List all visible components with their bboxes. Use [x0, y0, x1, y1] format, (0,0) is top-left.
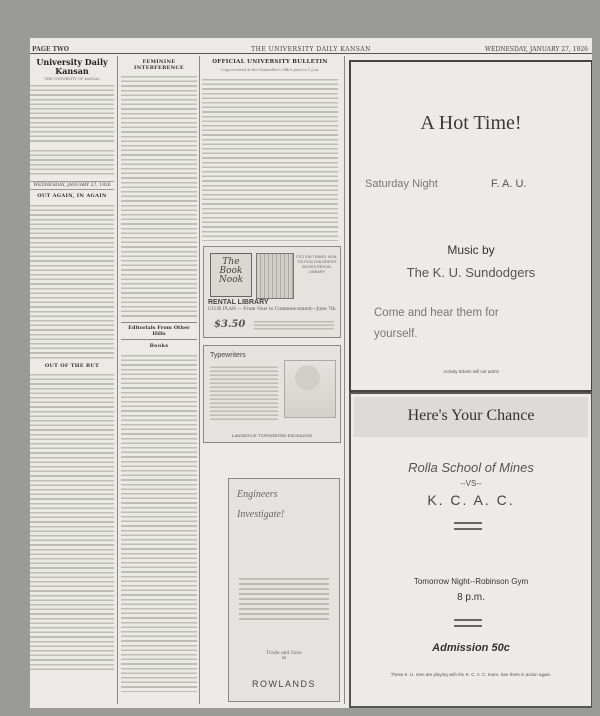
page-number: PAGE TWO	[32, 46, 69, 53]
activity-note: Activity tickets will not admit	[443, 369, 499, 374]
engineers-line2: Investigate!	[237, 509, 285, 520]
article-body	[30, 202, 114, 360]
bookshelf-image	[256, 253, 294, 299]
engineers-trade: Trade and Save at	[266, 651, 302, 661]
headline-out-of-rut: OUT OF THE RUT	[44, 362, 100, 369]
book-nook-ad	[203, 246, 341, 338]
band-name: The K. U. Sundodgers	[406, 265, 536, 280]
page-date: WEDNESDAY, JANUARY 27, 1926	[484, 46, 588, 53]
title-band	[354, 397, 588, 437]
newspaper-page	[30, 38, 592, 708]
article-body	[121, 352, 197, 692]
engineers-ad	[228, 478, 340, 702]
game-location: Tomorrow Night--Robinson Gym	[413, 577, 529, 586]
typist-illustration	[284, 360, 336, 418]
basketball-ad	[349, 392, 592, 708]
page-header	[30, 44, 592, 56]
versus: --VS--	[460, 479, 482, 488]
team-kcac: K. C. A. C.	[427, 492, 515, 508]
headline-out-again: OUT AGAIN, IN AGAIN	[37, 193, 107, 200]
saturday-night: Saturday Night	[365, 178, 438, 190]
engineers-line1: Engineers	[237, 489, 278, 500]
masthead: University Daily Kansan	[36, 57, 108, 76]
editorial-dateline: WEDNESDAY, JANUARY 27, 1926	[30, 181, 114, 191]
music-by: Music by	[447, 243, 495, 257]
bulletin-subtitle: Copy received at the Chancellor's Office prior to 5 p.m.	[220, 67, 320, 72]
book-nook-logo: The Book Nook	[210, 253, 252, 297]
column-divider	[199, 56, 200, 704]
chance-title: Here's Your Chance	[407, 407, 535, 424]
column-editorial	[30, 56, 114, 674]
typewriter-title: Typewriters	[210, 352, 246, 359]
header-rule	[30, 53, 592, 54]
typewriter-store: LAWRENCE TYPEWRITER EXCHANGE	[231, 433, 313, 438]
hot-time-title: A Hot Time!	[420, 112, 522, 134]
game-time: 8 p.m.	[457, 592, 485, 603]
divider-dash	[454, 528, 482, 530]
team-rolla: Rolla School of Mines	[408, 460, 534, 475]
article-body	[121, 73, 197, 318]
column-bulletin	[202, 56, 338, 244]
bulletin-body	[202, 76, 338, 241]
column-divider	[344, 56, 345, 704]
ad-fineprint	[254, 319, 334, 331]
divider-dash	[454, 522, 482, 524]
staff-list	[30, 82, 114, 144]
paper-title: THE UNIVERSITY DAILY KANSAN	[251, 46, 371, 53]
article-body	[30, 371, 114, 671]
venue: F. A. U.	[491, 178, 527, 190]
masthead-subtitle: THE UNIVERSITY OF KANSAS	[44, 77, 100, 81]
club-plan: CLUB PLAN — From Now to Commencement—June 7th	[208, 307, 336, 312]
divider-dash	[454, 619, 482, 621]
come-hear: Come and hear them for	[374, 307, 499, 319]
book-categories: FICTION TRAVEL NON-FICTION CHILDREN'S BOOKS RENTAL LIBRARY	[296, 255, 338, 274]
editorials-heading: Editorials From Other Hills	[121, 322, 197, 340]
admission: Admission 50c	[432, 642, 510, 654]
headline-feminine: FEMININE INTERFERENCE	[134, 59, 184, 71]
typewriter-body	[210, 364, 278, 420]
column-two	[121, 56, 197, 695]
column-divider	[117, 56, 118, 704]
engineers-body	[239, 575, 329, 621]
headline-books: Books	[149, 343, 169, 350]
rowlands-store: ROWLANDS	[251, 679, 316, 689]
bulletin-title: OFFICIAL UNIVERSITY BULLETIN	[212, 59, 328, 65]
price: $3.50	[214, 319, 246, 330]
team-note: These K. U. men are playing with the K. C. A. C. team. See them in action again.	[390, 672, 552, 677]
yourself: yourself.	[374, 328, 418, 340]
hot-time-ad	[349, 60, 592, 392]
staff-list-2	[30, 147, 114, 175]
typewriter-ad	[203, 345, 341, 443]
rental-library-title: RENTAL LIBRARY	[208, 299, 269, 306]
divider-dash	[454, 625, 482, 627]
